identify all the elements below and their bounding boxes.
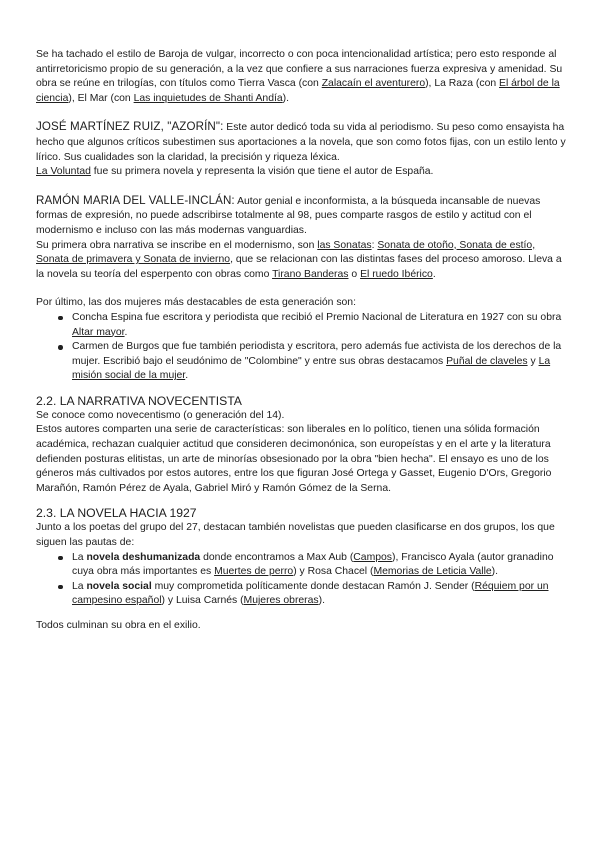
text: : [371, 239, 378, 251]
work-link[interactable]: Campos [353, 551, 392, 563]
author-name: RAMÓN MARIA DEL VALLE-INCLÁN: [36, 193, 235, 207]
work-link[interactable]: La misión social de la mujer [72, 355, 551, 382]
work-link[interactable]: Muertes de perro [214, 566, 294, 578]
work-link[interactable]: La Voluntad [36, 166, 91, 178]
closing-line: Todos culminan su obra en el exilio. [36, 620, 201, 631]
text: . [432, 268, 436, 280]
text: y [527, 355, 539, 367]
text: ). [318, 595, 325, 607]
bold-term: novela social [86, 580, 152, 592]
text: Este autor dedicó toda su vida al periodismo. Su peso como ensayista ha hecho que algunos críticos subestimen sus aportaciones a la novela, que son como fotos fijas, con un estilo lento y lírico. Sus cualidades son la claridad, la precisión y riqueza léxica. [36, 122, 566, 163]
text: donde encontramos a Max Aub ( [200, 551, 354, 563]
work-link[interactable]: Réquiem por un campesino español [72, 580, 549, 607]
work-link[interactable]: El árbol de la ciencia [36, 78, 560, 104]
text: o [348, 268, 361, 280]
novecentista-paragraph: Estos autores comparten una serie de características: son liberales en lo político, tienen una sólida formación académica, rechazan cualquier actitud que consideren decimonónica, son europeístas y en el arte y la literatura defienden posturas elitistas, un arte de minorías obsesionado por la obra "bien hecha". El ensayo es uno de los géneros más cultivados por estos autores, entre los que figuran José Ortega y Gasset, Eugenio D'Ors, Gregorio Marañón, Ramón Pérez de Ayala, Gabriel Miró y Ramón Gómez de la Serna. [36, 424, 552, 494]
text: Concha Espina fue escritora y periodista que recibió el Premio Nacional de Literatura en 1927 con su obra [72, 311, 562, 323]
text: Se ha tachado el estilo de Baroja de vulgar, incorrecto o con poca intencionalidad artística; pero esto responde al antirretoricismo propio de su generación, a la vez que confiere a sus narraciones fuerza expresiva y amenidad. Su obra se reúne en trilogías, con títulos como Tierra Vasca (con [36, 49, 563, 90]
text: ). [282, 92, 290, 104]
work-link[interactable]: Puñal de claveles [446, 355, 528, 367]
text: . [185, 370, 189, 382]
novela1927-list [36, 551, 566, 609]
section-heading-novecentista: 2.2. LA NARRATIVA NOVECENTISTA [36, 393, 242, 408]
text: ), Francisco Ayala (autor granadino cuya obra más importantes es [72, 551, 554, 578]
text: Carmen de Burgos que fue también periodista y escritora, pero además fue activista de los derechos de la mujer. Escribió bajo el seudónimo de "Colombine" y entre sus obras destacamos [72, 341, 562, 367]
work-link[interactable]: Altar mayor [72, 326, 125, 338]
work-link[interactable]: Sonata de otoño, Sonata de estío, Sonata de primavera y Sonata de invierno [36, 239, 536, 266]
work-link[interactable]: Tirano Banderas [272, 268, 349, 280]
list-item [36, 580, 566, 609]
document-page [36, 48, 566, 634]
work-link[interactable]: Memorias de Leticia Valle [373, 566, 492, 578]
text: ). [491, 566, 499, 578]
list-item [36, 311, 566, 340]
novecentista-line1: Se conoce como novecentismo (o generación del 14). [36, 409, 285, 421]
text: , que se relacionan con las distintas fases del proceso amoroso. Lleva a la novela su teoría del esperpento con obras como [36, 254, 562, 280]
list-item [36, 551, 566, 580]
work-link[interactable]: Las inquietudes de Shanti Andía [133, 92, 283, 104]
valle-paragraph [36, 194, 566, 283]
text: La [72, 551, 87, 563]
text: ), El Mar (con [68, 92, 134, 104]
work-link[interactable]: Zalacaín el aventurero [321, 78, 426, 90]
text: Su primera obra narrativa se inscribe en el modernismo, son [36, 239, 318, 251]
baroja-paragraph [36, 48, 566, 106]
novela1927-intro: Junto a los poetas del grupo del 27, destacan también novelistas que pueden clasificarse en dos grupos, los que siguen las pautas de: [36, 522, 555, 549]
section-heading-novela-1927: 2.3. LA NOVELA HACIA 1927 [36, 506, 197, 521]
text: muy comprometida políticamente donde destacan Ramón J. Sender ( [151, 580, 475, 592]
bold-term: novela deshumanizada [86, 551, 201, 563]
text: fue su primera novela y representa la visión que tiene el autor de España. [90, 166, 434, 178]
list-item [36, 340, 566, 384]
mujeres-list [36, 311, 566, 384]
azorin-paragraph [36, 120, 566, 179]
text: . [124, 326, 128, 338]
work-link[interactable]: las Sonatas [317, 239, 372, 251]
text: ) y Luisa Carnés ( [161, 595, 244, 607]
mujeres-intro: Por último, las dos mujeres más destacables de esta generación son: [36, 297, 356, 309]
work-link[interactable]: El ruedo Ibérico [360, 268, 433, 280]
text: ) y Rosa Chacel ( [293, 566, 374, 578]
text: ), La Raza (con [425, 78, 500, 90]
text: Autor genial e inconformista, a la búsqueda incansable de nuevas formas de expresión, no puede adscribirse totalmente al 98, pues comparte rasgos de estilo y actitud con el modernismo e incluso con las más modernas vanguardias. [36, 195, 541, 236]
work-link[interactable]: Mujeres obreras [243, 595, 319, 607]
text: La [72, 580, 87, 592]
author-name: JOSÉ MARTÍNEZ RUIZ, "AZORÍN": [36, 120, 224, 134]
